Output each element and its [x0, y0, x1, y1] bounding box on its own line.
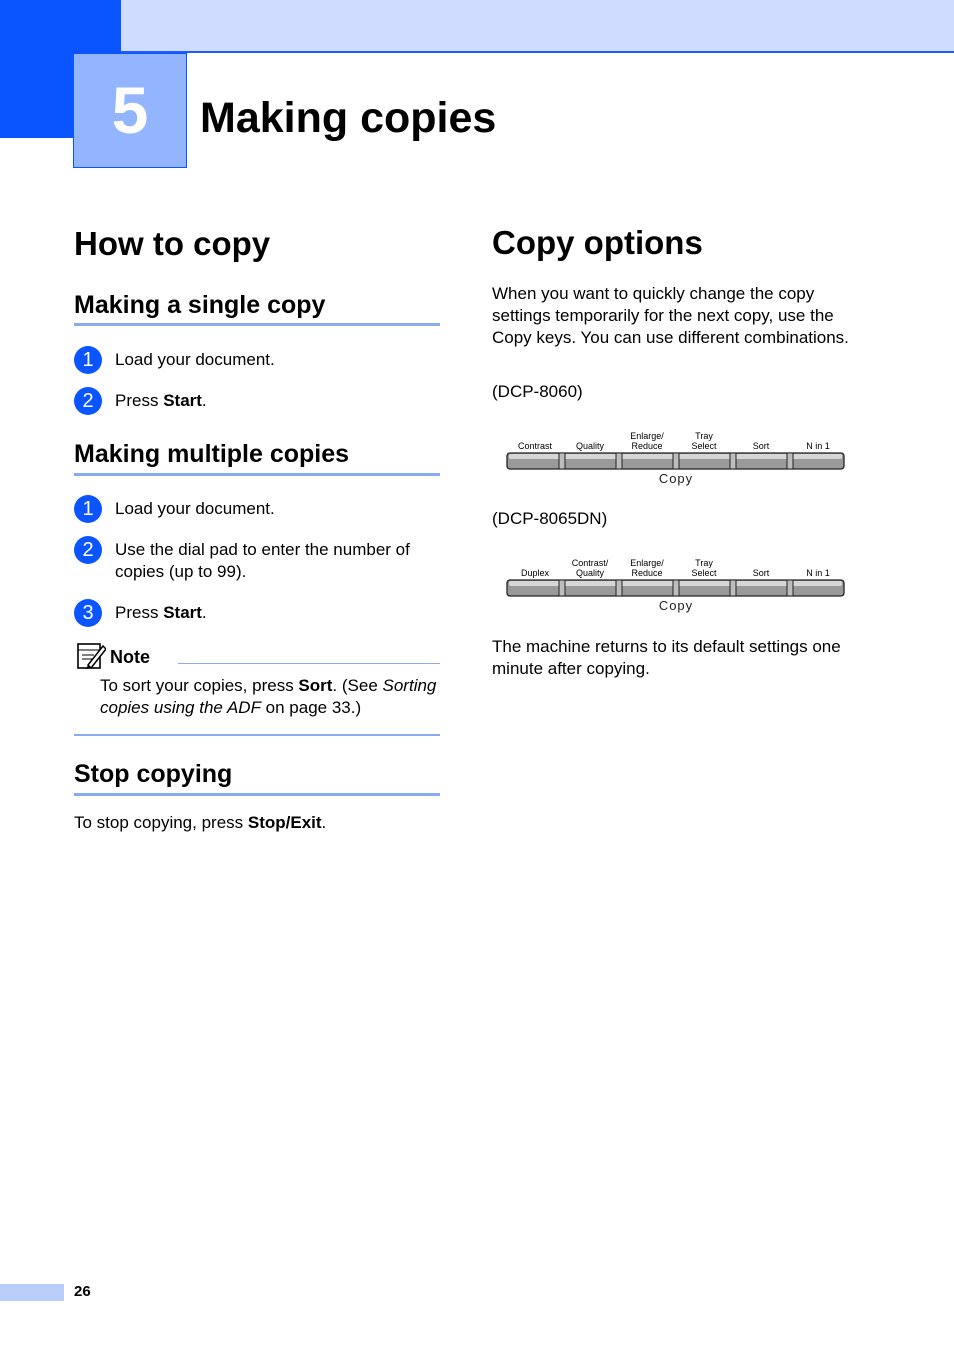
copy-group-label: Copy [658, 471, 694, 486]
copy-key-label: N in 1 [806, 568, 830, 578]
how-to-copy-heading: How to copy [74, 225, 271, 262]
step-text: Use the dial pad to enter the number of copies (up to 99). [115, 540, 410, 581]
single-step-1 [74, 346, 444, 374]
copy-options-heading: Copy options [492, 224, 703, 261]
single-copy-rule [74, 323, 440, 326]
key-divider [730, 580, 736, 596]
copy-key-strip [500, 579, 860, 599]
stop-copying-rule [74, 793, 440, 796]
copy-key-label: Quality [575, 441, 604, 451]
copy-options-outro: The machine returns to its default settings one minute after copying. [492, 637, 841, 678]
chapter-title: Making copies [200, 94, 497, 142]
header-rule [120, 51, 954, 53]
multiple-step-3 [74, 599, 444, 627]
model-label-dcp-8065dn: (DCP-8065DN) [492, 509, 608, 528]
single-step-2 [74, 387, 444, 415]
note-bottom-rule [74, 734, 440, 736]
copy-key-label: Tray Select [691, 558, 717, 578]
copy-options-intro: When you want to quickly change the copy settings temporarily for the next copy, use the Copy keys. You can use different combinations. [492, 284, 849, 347]
multiple-step-1 [74, 495, 444, 523]
key-divider [673, 580, 679, 596]
copy-key-label: Contrast/ Quality [571, 558, 609, 578]
copy-key-label: Contrast [517, 441, 552, 451]
step-text: Load your document. [115, 499, 275, 518]
note-label: Note [110, 647, 150, 667]
multiple-copies-rule [74, 473, 440, 476]
key-divider [673, 453, 679, 469]
copy-key-label: Enlarge/ Reduce [630, 431, 664, 451]
key-divider [787, 453, 793, 469]
start-key-label: Start [163, 391, 202, 410]
start-key-label: Start [163, 603, 202, 622]
step-number-badge: 1 [74, 495, 102, 523]
step-number-badge: 2 [74, 387, 102, 415]
copy-key-strip [500, 452, 860, 472]
sort-key-label: Sort [298, 676, 333, 695]
multiple-step-2 [74, 536, 444, 586]
copy-key-label: Tray Select [691, 431, 717, 451]
key-divider [616, 580, 622, 596]
step-text: Press Start. [115, 391, 207, 410]
note-text: To sort your copies, press Sort. (See Sorting copies using the ADF on page 33.) [100, 676, 437, 717]
single-copy-heading: Making a single copy [74, 291, 326, 319]
step-text: Load your document. [115, 350, 275, 369]
note-pencil-icon [76, 641, 106, 671]
footer-bar [0, 1284, 64, 1301]
key-divider [616, 453, 622, 469]
header-band [0, 0, 954, 52]
key-divider [559, 453, 565, 469]
copy-key-panel-dcp-8065dn [500, 547, 860, 627]
chapter-number: 5 [73, 53, 187, 168]
stop-copying-text: To stop copying, press Stop/Exit. [74, 813, 327, 832]
copy-key-label: Enlarge/ Reduce [630, 558, 664, 578]
multiple-copies-heading: Making multiple copies [74, 440, 350, 468]
stop-exit-key-label: Stop/Exit [247, 813, 322, 832]
copy-key-label: Duplex [520, 568, 549, 578]
copy-key-label: Sort [752, 441, 770, 451]
note-top-rule [178, 663, 440, 664]
page-number: 26 [74, 1283, 91, 1300]
cross-reference-link: Sorting copies using the ADF [100, 676, 437, 717]
step-text: Press Start. [115, 603, 207, 622]
key-divider [730, 453, 736, 469]
copy-key-label: N in 1 [806, 441, 830, 451]
copy-group-label: Copy [658, 598, 694, 613]
step-number-badge: 3 [74, 599, 102, 627]
copy-key-label: Sort [752, 568, 770, 578]
key-divider [559, 580, 565, 596]
copy-key-panel-dcp-8060 [500, 420, 860, 500]
model-label-dcp-8060: (DCP-8060) [492, 382, 583, 401]
step-number-badge: 1 [74, 346, 102, 374]
key-divider [787, 580, 793, 596]
step-number-badge: 2 [74, 536, 102, 564]
stop-copying-heading: Stop copying [74, 760, 233, 788]
